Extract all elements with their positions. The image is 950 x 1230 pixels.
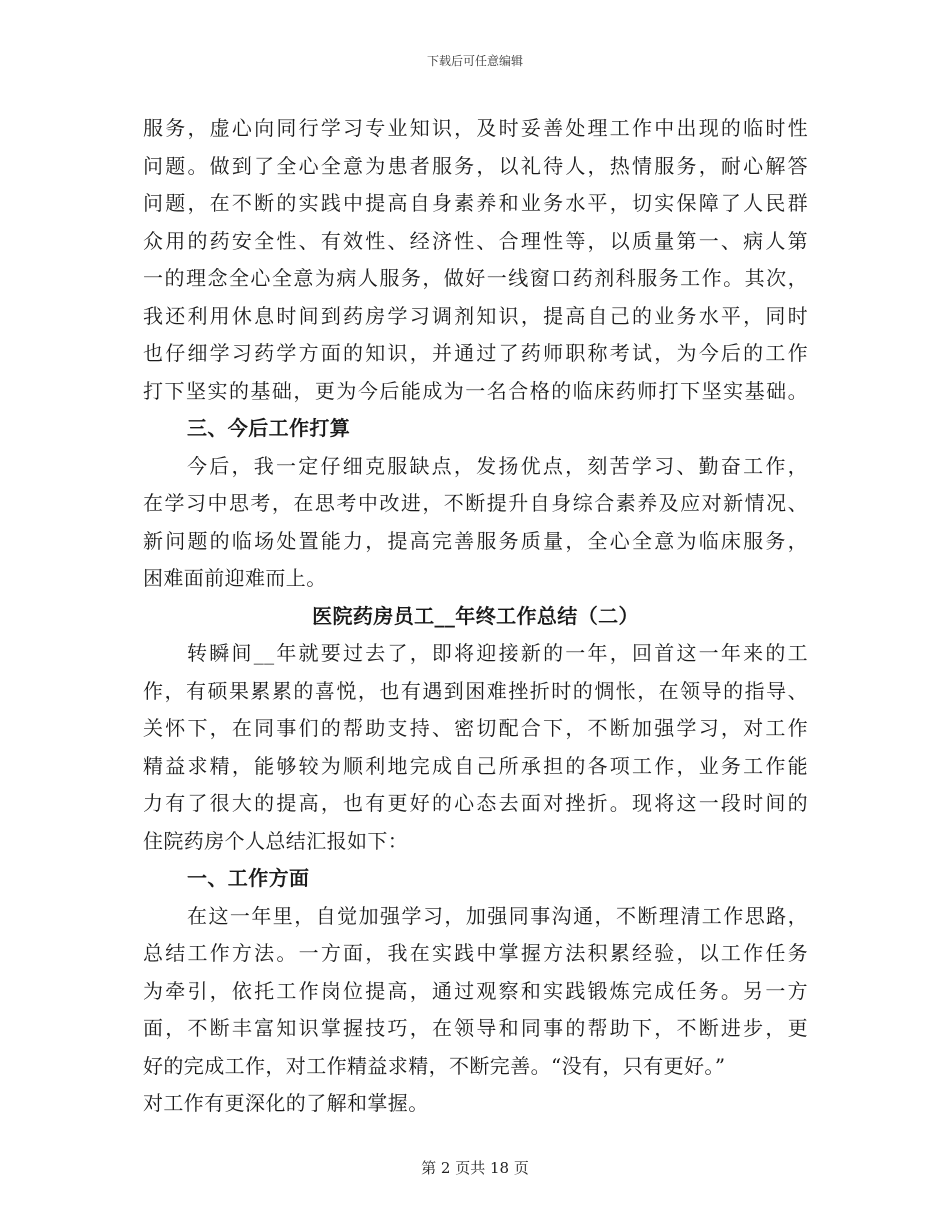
body-line: 在这一年里，自觉加强学习，加强同事沟通，不断理清工作思路， (187, 903, 808, 928)
body-line: 好的完成工作，对工作精益求精，不断完善。“没有，只有更好。” (143, 1053, 726, 1078)
body-line: 新问题的临场处置能力，提高完善服务质量，全心全意为临床服务， (143, 528, 808, 553)
body-line: 面，不断丰富知识掌握技巧，在领导和同事的帮助下，不断进步，更 (143, 1016, 808, 1040)
body-line: 转瞬间__年就要过去了，即将迎接新的一年，回首这一年来的工 (187, 641, 808, 665)
body-line: 为牵引，依托工作岗位提高，通过观察和实践锻炼完成任务。另一方 (143, 978, 808, 1003)
body-line: 精益求精，能够较为顺利地完成自己所承担的各项工作，业务工作能 (143, 753, 808, 778)
body-line: 也仔细学习药学方面的知识，并通过了药师职称考试，为今后的工作 (143, 341, 808, 365)
body-line: 众用的药安全性、有效性、经济性、合理性等，以质量第一、病人第 (143, 228, 808, 253)
section-heading: 三、今后工作打算 (187, 416, 351, 440)
body-line: 困难面前迎难而上。 (143, 566, 327, 590)
page-header: 下载后可任意编辑 (426, 54, 523, 68)
body-line: 问题，在不断的实践中提高自身素养和业务水平，切实保障了人民群 (143, 191, 808, 215)
body-line: 一的理念全心全意为病人服务，做好一线窗口药剂科服务工作。其次， (143, 266, 808, 290)
body-line: 力有了很大的提高，也有更好的心态去面对挫折。现将这一段时间的 (143, 791, 808, 815)
body-line: 打下坚实的基础，更为今后能成为一名合格的临床药师打下坚实基础。 (143, 378, 808, 403)
body-line: 服务，虚心向同行学习专业知识，及时妥善处理工作中出现的临时性 (143, 116, 808, 140)
page-footer: 第 2 页共 18 页 (421, 1159, 529, 1177)
body-line: 作，有硕果累累的喜悦，也有遇到困难挫折时的惆怅，在领导的指导、 (143, 678, 808, 703)
body-line: 在学习中思考，在思考中改进，不断提升自身综合素养及应对新情况、 (143, 491, 808, 515)
document-title: 医院药房员工__年终工作总结（二） (312, 603, 639, 628)
section-heading: 一、工作方面 (187, 866, 310, 890)
body-line: 关怀下，在同事们的帮助支持、密切配合下，不断加强学习，对工作 (143, 716, 808, 740)
document-body (143, 110, 808, 1123)
body-line: 我还利用休息时间到药房学习调剂知识，提高自己的业务水平，同时 (143, 303, 808, 328)
body-line: 对工作有更深化的了解和掌握。 (143, 1091, 429, 1115)
body-line: 今后，我一定仔细克服缺点，发扬优点，刻苦学习、勤奋工作， (187, 453, 808, 478)
body-line: 问题。做到了全心全意为患者服务，以礼待人，热情服务，耐心解答 (143, 153, 808, 178)
body-line: 住院药房个人总结汇报如下： (143, 828, 409, 853)
body-line: 总结工作方法。一方面，我在实践中掌握方法积累经验，以工作任务 (143, 941, 808, 965)
